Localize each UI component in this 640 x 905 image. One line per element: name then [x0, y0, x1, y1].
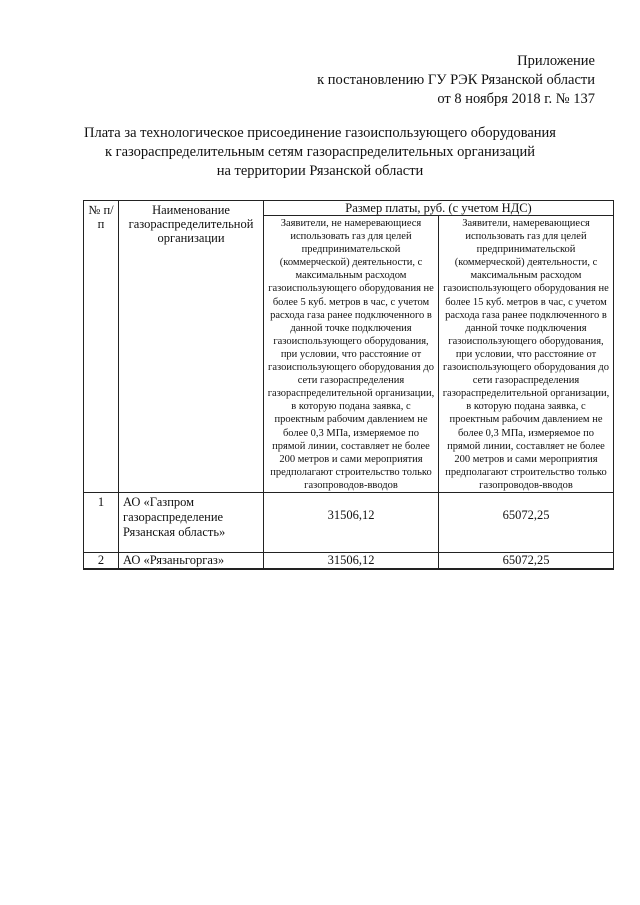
title-line-2: к газораспределительным сетям газораспределительных организаций: [104, 144, 536, 160]
row-num: 1: [84, 492, 119, 552]
row-fee-non-commercial: 31506,12: [264, 492, 439, 552]
appendix-line-2: к постановлению ГУ РЭК Рязанской области: [317, 72, 595, 88]
row-num: 2: [84, 552, 119, 569]
condition-non-commercial: Заявители, не намеревающиеся использовать газ для целей предпринимательской (коммерческой) деятельности, с максимальным расходом газоиспользующего оборудования не более 5 куб. метров в час, с учетом расхода газа ранее подключенного в данной точке подключения газоиспользующего оборудования, при условии, что расстояние от газоиспользующего оборудования до сети газораспределения газораспределительной организации, в которую подана заявка, с проектным рабочим давлением не более 0,3 МПа, измеряемое по прямой линии, составляет не более 200 метров и сами мероприятия предполагают строительство только газопроводов-вводов: [264, 216, 439, 493]
row-organization: АО «Рязаньгоргаз»: [119, 552, 264, 569]
appendix-block: [317, 52, 595, 109]
row-fee-non-commercial: 31506,12: [264, 552, 439, 569]
title-line-3: на территории Рязанской области: [216, 163, 424, 179]
header-fee: Размер платы, руб. (с учетом НДС): [264, 201, 614, 216]
fee-table: [83, 200, 614, 570]
row-fee-commercial: 65072,25: [439, 492, 614, 552]
header-num: № п/п: [84, 201, 119, 493]
row-fee-commercial: 65072,25: [439, 552, 614, 569]
table-row: [84, 552, 614, 569]
document-title: [60, 124, 580, 181]
header-organization-name: Наименование газораспределительной организации: [119, 201, 264, 493]
appendix-line-3: от 8 ноября 2018 г. № 137: [437, 91, 595, 107]
table-row: [84, 492, 614, 552]
title-line-1: Плата за технологическое присоединение газоиспользующего оборудования: [84, 125, 556, 141]
row-organization: АО «Газпром газораспределение Рязанская область»: [119, 492, 264, 552]
condition-commercial: Заявители, намеревающиеся использовать газ для целей предпринимательской (коммерческой) деятельности, с максимальным расходом газоиспользующего оборудования не более 15 куб. метров в час, с учетом расхода газа ранее подключенного в данной точке подключения газоиспользующего оборудования, при условии, что расстояние от газоиспользующего оборудования до сети газораспределения газораспределительной организации, в которую подана заявка, с проектным рабочим давлением не более 0,3 МПа, измеряемое по прямой линии, составляет не более 200 метров и сами мероприятия предполагают строительство только газопроводов-вводов: [439, 216, 614, 493]
appendix-line-1: Приложение: [517, 53, 595, 69]
